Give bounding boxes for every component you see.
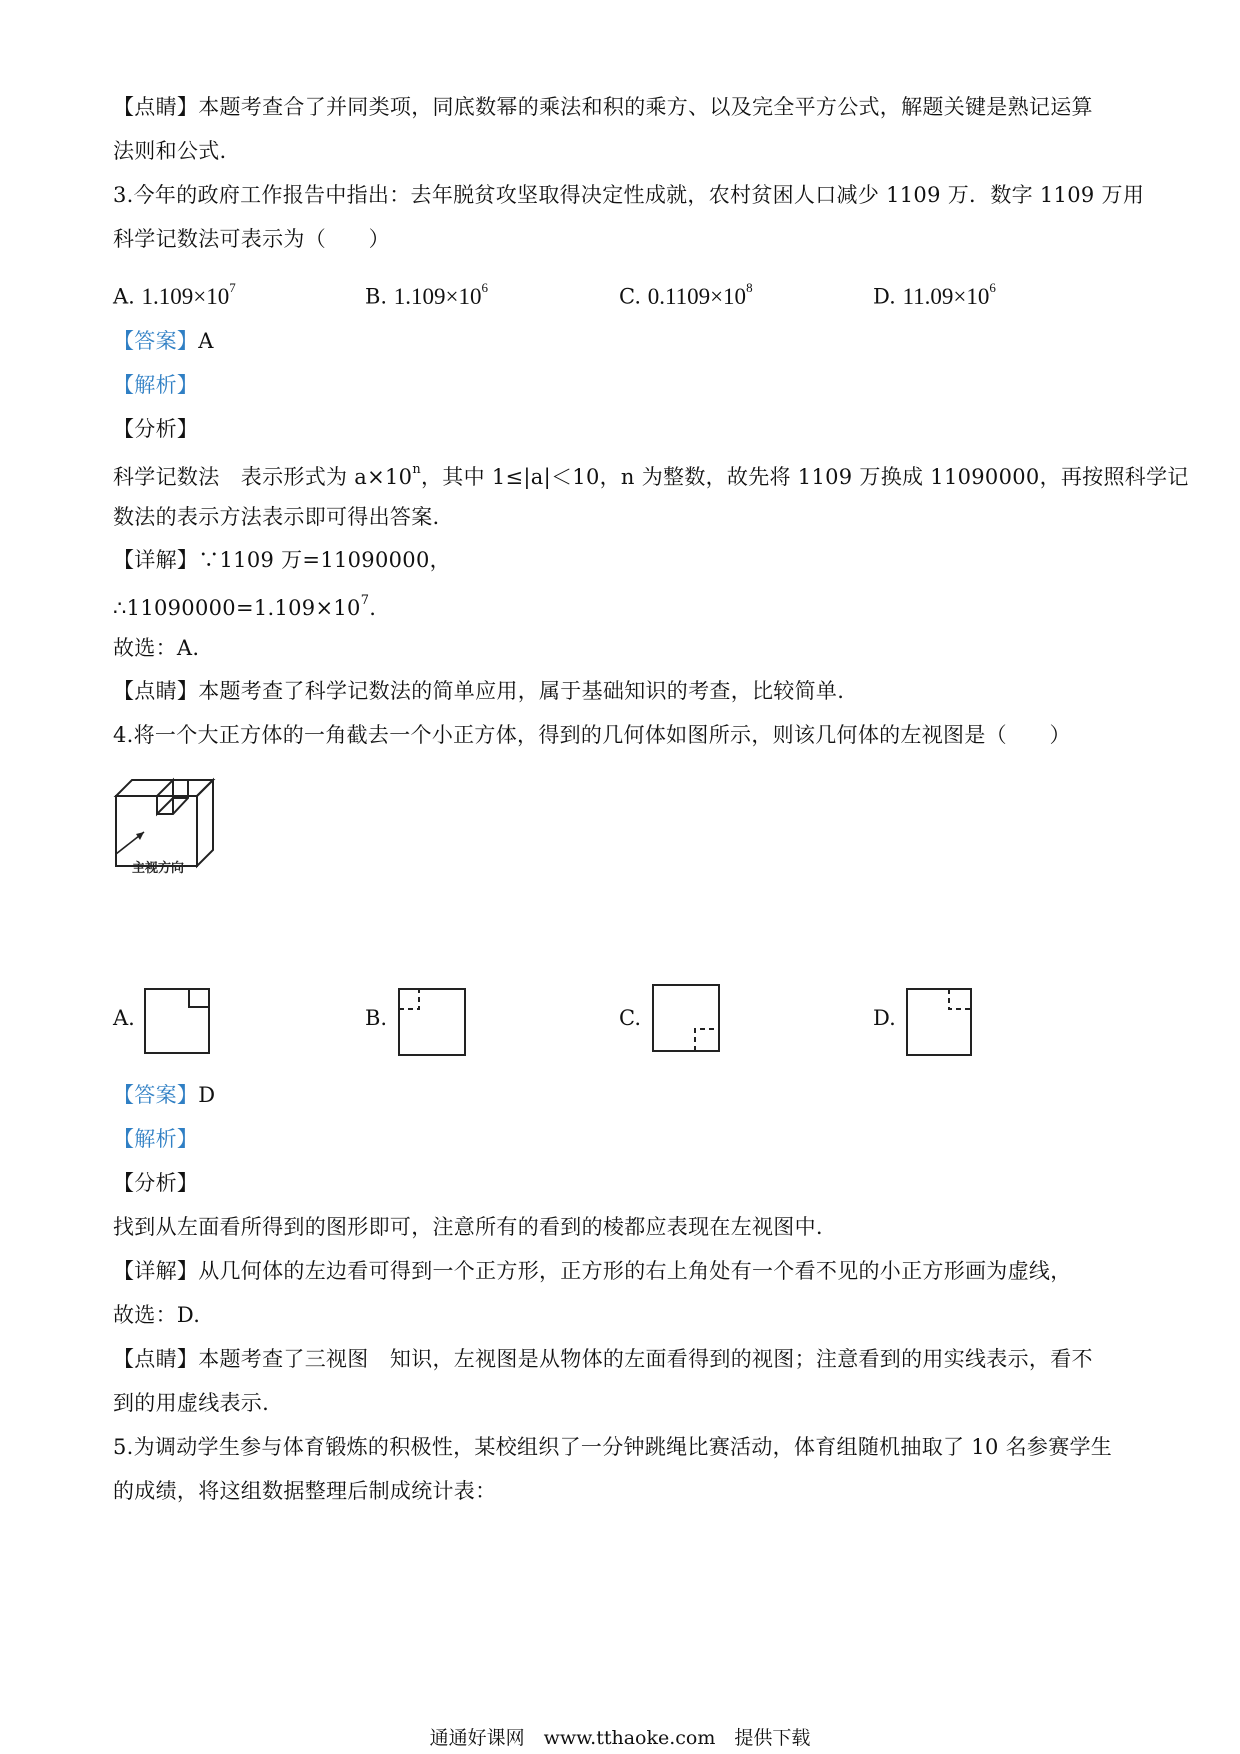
answer-3 xyxy=(113,326,214,356)
q3-option-d xyxy=(873,276,996,312)
fenxi-3-line1: 科学记数法 表示形式为 $a\times 10^n$，其中 1≤|a|＜10，n 为整数，故先将 1109 万换成 11090000，再按照科学记 xyxy=(113,462,1189,489)
question-3-line2: 科学记数法可表示为（ ） xyxy=(113,227,390,251)
question-4: 4.将一个大正方体的一角截去一个小正方体，得到的几何体如图所示，则该几何体的左视图是（ ） xyxy=(113,723,1071,747)
q4-option-a-label: A. xyxy=(113,1006,135,1030)
dianjing-3: 【点睛】本题考查了科学记数法的简单应用，属于基础知识的考查，比较简单. xyxy=(113,679,845,703)
dianjing-2-line2: 法则和公式. xyxy=(113,139,227,163)
q4-option-b-figure xyxy=(397,987,469,1059)
jiexi-4-heading: 【解析】 xyxy=(113,1127,199,1151)
q3-option-b xyxy=(365,276,488,312)
jiexi-3-heading: 【解析】 xyxy=(113,373,199,397)
arrow-head-icon xyxy=(136,832,144,840)
page-footer: 通通好课网 www.tthaoke.com 提供下载 xyxy=(429,1727,811,1749)
option-label: D. xyxy=(873,284,896,309)
answer-tag: 【答案】 xyxy=(113,1083,199,1107)
answer-4 xyxy=(113,1080,215,1110)
option-value: $1.109\times 10^6$ xyxy=(393,280,489,309)
cube-side-face xyxy=(197,780,213,866)
xiangjie-3-line1: 【详解】∵1109 万=11090000， xyxy=(113,548,451,572)
option-value: $11.09\times 10^6$ xyxy=(902,280,996,309)
dianjing-4-line1: 【点睛】本题考查了三视图 知识，左视图是从物体的左面看得到的视图；注意看到的用实线表示，看不 xyxy=(113,1347,1093,1371)
answer-tag: 【答案】 xyxy=(113,329,199,353)
answer-value: A xyxy=(198,329,214,353)
question-5-line2: 的成绩，将这组数据整理后制成统计表： xyxy=(113,1479,497,1503)
fenxi-4-heading: 【分析】 xyxy=(113,1171,199,1195)
option-value: $0.1109\times 10^8$ xyxy=(647,280,753,309)
option-label: B. xyxy=(365,284,388,309)
xiangjie-4: 【详解】从几何体的左边看可得到一个正方形，正方形的右上角处有一个看不见的小正方形画为虚线， xyxy=(113,1259,1072,1283)
q3-option-a xyxy=(113,276,236,312)
cube-figure xyxy=(110,770,230,874)
fenxi-3-line2: 数法的表示方法表示即可得出答案. xyxy=(113,505,440,529)
fenxi-3-heading: 【分析】 xyxy=(113,417,199,441)
option-value: $1.109\times 10^7$ xyxy=(141,280,236,309)
option-label: A. xyxy=(113,284,135,309)
fenxi-4-text: 找到从左面看所得到的图形即可，注意所有的看到的棱都应表现在左视图中. xyxy=(113,1215,823,1239)
guxuan-3: 故选：A. xyxy=(113,636,200,660)
q4-option-c-label: C. xyxy=(619,1006,641,1030)
xiangjie-3-line2: $\therefore 11090000=1.109\times 10^7$. xyxy=(113,593,377,620)
q4-option-b-label: B. xyxy=(365,1006,388,1030)
question-5-line1: 5.为调动学生参与体育锻炼的积极性，某校组织了一分钟跳绳比赛活动，体育组随机抽取了 10 名参赛学生 xyxy=(113,1435,1113,1459)
q4-option-d-label: D. xyxy=(873,1006,896,1030)
question-3-line1: 3.今年的政府工作报告中指出：去年脱贫攻坚取得决定性成就，农村贫困人口减少 1109 万．数字 1109 万用 xyxy=(113,183,1145,207)
dianjing-4-line2: 到的用虚线表示. xyxy=(113,1391,270,1415)
q4-option-c-figure xyxy=(651,983,723,1055)
answer-value: D xyxy=(198,1083,216,1107)
guxuan-4: 故选：D. xyxy=(113,1303,201,1327)
figure-caption: 主视方向 xyxy=(132,861,185,874)
q4-option-a-figure xyxy=(143,987,213,1057)
dianjing-2-line1: 【点睛】本题考查合了并同类项，同底数幂的乘法和积的乘方、以及完全平方公式，解题关键是熟记运算 xyxy=(113,95,1093,119)
option-label: C. xyxy=(619,284,641,309)
q4-option-d-figure xyxy=(905,987,975,1059)
q3-option-c xyxy=(619,276,753,312)
